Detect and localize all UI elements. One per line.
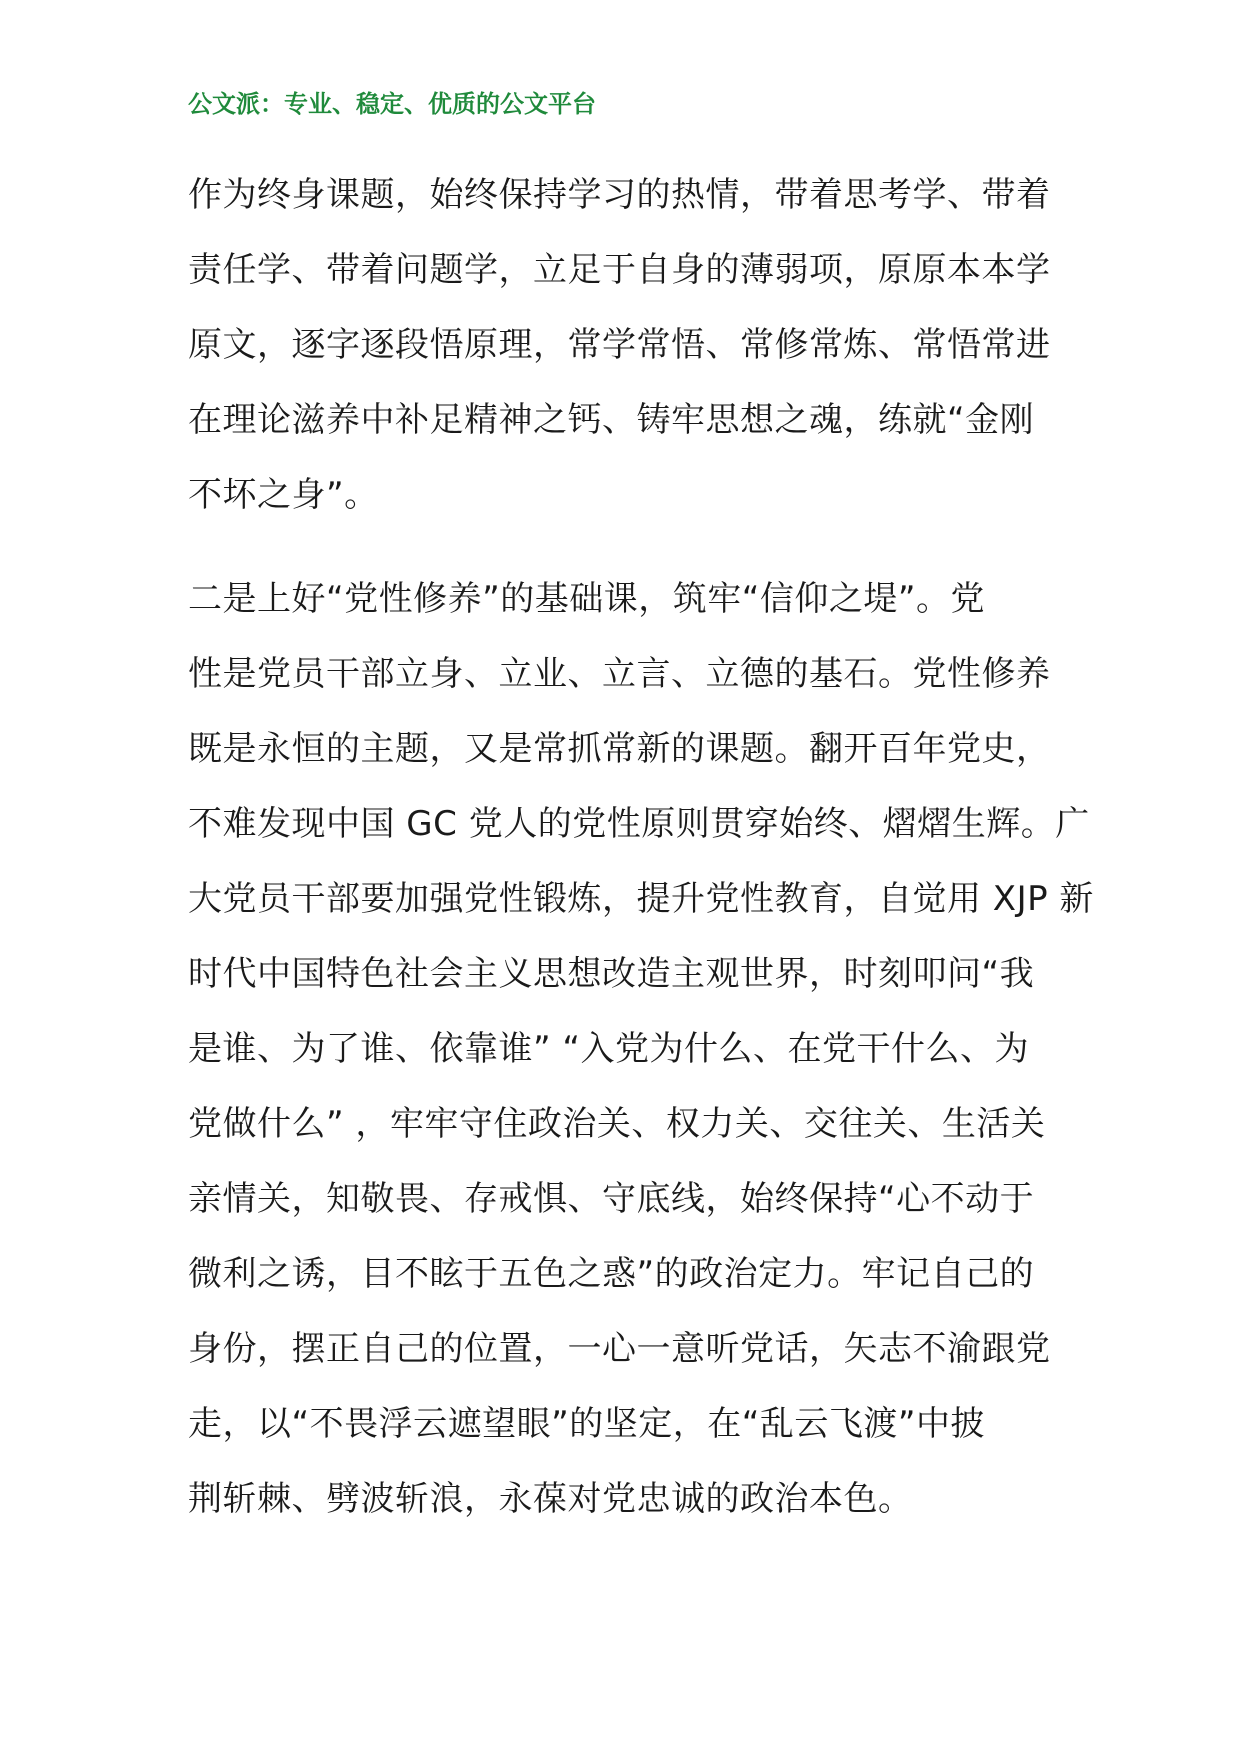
text-line: 不难发现中国 GC 党人的党性原则贯穿始终、熠熠生辉。广 xyxy=(188,804,1090,844)
text-line: 既是永恒的主题，又是常抓常新的课题。翻开百年党史， xyxy=(188,729,1051,769)
text-line: 身份，摆正自己的位置，一心一意听党话，矢志不渝跟党 xyxy=(188,1329,1051,1369)
text-line: 在理论滋养中补足精神之钙、铸牢思想之魂，练就“金刚 xyxy=(188,400,1035,440)
paragraph-1 xyxy=(188,158,1051,533)
text-line: 大党员干部要加强党性锻炼，提升党性教育，自觉用 XJP 新 xyxy=(188,879,1094,919)
text-line: 走，以“不畏浮云遮望眼”的坚定，在“乱云飞渡”中披 xyxy=(188,1404,985,1444)
text-line: 党做什么” ，牢牢守住政治关、权力关、交往关、生活关 xyxy=(188,1104,1046,1144)
text-line: 性是党员干部立身、立业、立言、立德的基石。党性修养 xyxy=(188,654,1051,694)
paragraph-2 xyxy=(188,562,1094,1537)
text-line: 二是上好“党性修养”的基础课，筑牢“信仰之堤”。党 xyxy=(188,579,985,619)
text-line: 时代中国特色社会主义思想改造主观世界，时刻叩问“我 xyxy=(188,954,1035,994)
text-line: 原文，逐字逐段悟原理，常学常悟、常修常炼、常悟常进 xyxy=(188,325,1051,365)
text-line: 作为终身课题，始终保持学习的热情，带着思考学、带着 xyxy=(188,175,1051,215)
text-line: 微利之诱，目不眩于五色之惑”的政治定力。牢记自己的 xyxy=(188,1254,1035,1294)
text-line: 荆斩棘、劈波斩浪，永葆对党忠诚的政治本色。 xyxy=(188,1479,913,1519)
text-line: 不坏之身”。 xyxy=(188,475,379,515)
text-line: 是谁、为了谁、依靠谁” “入党为什么、在党干什么、为 xyxy=(188,1029,1030,1069)
text-line: 责任学、带着问题学，立足于自身的薄弱项，原原本本学 xyxy=(188,250,1051,290)
text-line: 亲情关，知敬畏、存戒惧、守底线，始终保持“心不动于 xyxy=(188,1179,1035,1219)
site-header: 公文派：专业、稳定、优质的公文平台 xyxy=(188,90,596,118)
